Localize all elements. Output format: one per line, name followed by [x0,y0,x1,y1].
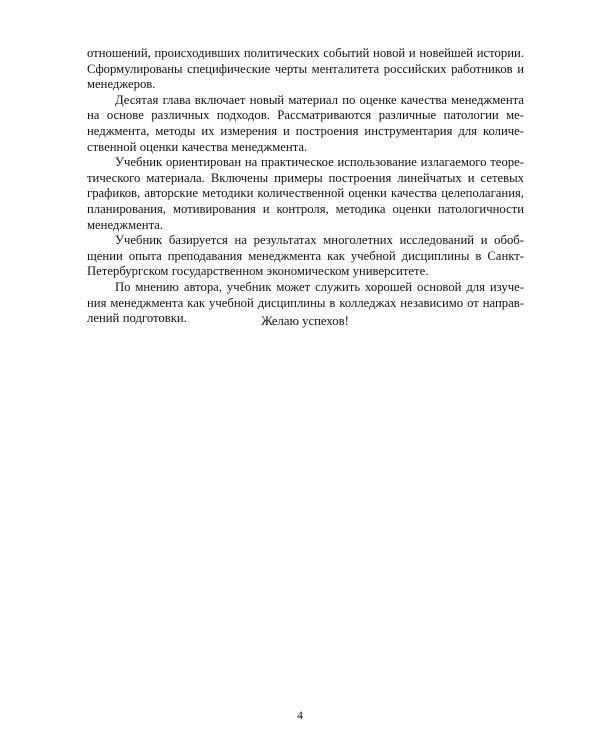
paragraph-3 [87,155,524,233]
page-number: 4 [297,710,303,722]
text-line: Десятая глава включает новый материал по оценке качества менеджмента [115,92,524,107]
text-line: ния менеджмента как учебной дисциплины в колледжах независимо от направ- [87,295,524,310]
text-line: графиков, авторские методики количественной оценки качества целеполагания, [87,186,524,201]
paragraph-2 [87,93,524,155]
paragraph-1 [87,46,524,93]
text-line: Учебник базируется на результатах многолетних исследований и обоб- [115,233,524,248]
closing-line: Желаю успехов! [261,314,349,328]
text-line: менеджмента. [87,217,164,232]
text-line: отношений, происходивших политических событий новой и новейшей истории. [87,46,524,60]
text-line: тического материала. Включены примеры построения линейчатых и сетевых [87,170,524,185]
text-line: ственной оценки качества менеджмента. [87,139,308,154]
text-line: Петербургском государственном экономическом университете. [87,264,429,279]
text-line: планирования, мотивирования и контроля, методика оценки патологичности [87,201,524,216]
text-line: По мнению автора, учебник может служить хорошей основой для изуче- [115,279,524,294]
text-line: менеджеров. [87,77,156,92]
text-line: на основе различных подходов. Рассматриваются различные патологии ме- [87,108,524,123]
body-text [87,46,524,327]
text-line: щении опыта преподавания менеджмента как учебной дисциплины в Санкт- [87,248,524,263]
paragraph-4 [87,233,524,280]
text-line: Сформулированы специфические черты менталитета российских работников и [87,61,524,76]
text-line: Учебник ориентирован на практическое использование излагаемого теоре- [115,155,524,170]
text-line: лений подготовки. [87,311,187,326]
text-line: неджмента, методы их измерения и построения инструментария для количе- [87,123,524,138]
